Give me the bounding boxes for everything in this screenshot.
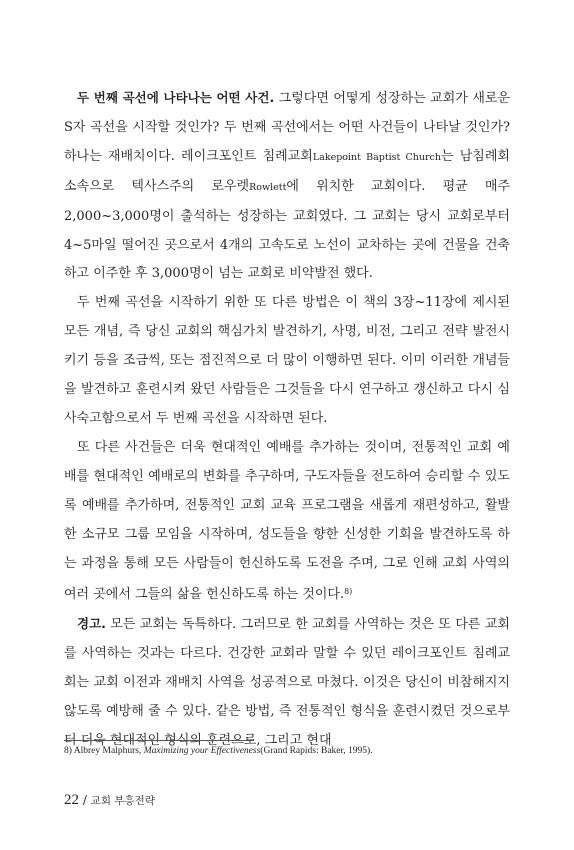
footnote: 8) Albrey Malphurs, Maximizing your Effectiveness(Grand Rapids: Baker, 1995). xyxy=(64,746,373,756)
page-number: 22 xyxy=(64,792,79,808)
footnote-divider xyxy=(64,740,254,741)
paragraph-second-curve-events: 두 번째 곡선에 나타나는 어떤 사건. 그렇다면 어떻게 성장하는 교회가 새로운 S자 곡선을 시작할 것인가? 두 번째 곡선에서는 어떤 사건들이 나타날 것인가? 하나는 재배치이다. 레이크포인트 침례교회Lakepoint Baptist Church는 남침례회 소속으로 텍사스주의 로우렛Rowlett에 위치한 교회이다. 평균 매주 2,000~3,000명이 출석하는 성장하는 교회였다. 그 교회는 당시 교회로부터 4~5마일 떨어진 곳으로서 4개의 고속도로 노선이 교차하는 곳에 건물을 건축하고 이주한 후 3,000명이 넘는 교회로 비약발전 했다. xyxy=(64,90,511,282)
paragraph-other-events: 또 다른 사건들은 더욱 현대적인 예배를 추가하는 것이며, 전통적인 교회 예배를 현대적인 예배로의 변화를 추구하며, 구도자들을 전도하여 승리할 수 있도록 예배를 추가하며, 전통적인 교회 교육 프로그램을 새롭게 재편성하고, 활발한 소규모 그룹 모임을 시작하며, 성도들을 향한 신성한 기회을 발견하도록 하는 과정을 통해 모든 사람들이 헌신하도록 도전을 주며, 그로 인해 교회 사역의 여러 곳에서 그들의 삶을 헌신하도록 하는 것이다.$^{8)}$ xyxy=(64,439,510,603)
paragraph-heading: 경고. xyxy=(77,616,106,632)
page-footer xyxy=(64,792,155,809)
paragraph-heading: 두 번째 곡선에 나타나는 어떤 사건. xyxy=(77,90,275,105)
footer-separator: / xyxy=(79,793,91,807)
running-title: 교회 부흥전략 xyxy=(90,795,155,807)
body-text xyxy=(64,84,510,756)
english-gloss: Lakepoint Baptist Church xyxy=(312,151,441,163)
english-gloss: Rowlett xyxy=(249,181,287,193)
paragraph-second-method: 두 번째 곡선을 시작하기 위한 또 다른 방법은 이 책의 3장~11장에 제시된 모든 개념, 즉 당신 교회의 핵심가치 발견하기, 사명, 비전, 그리고 전략 발전시키기 등을 조금씩, 또는 점진적으로 더 많이 이행하면 된다. 이미 이러한 개념들을 발견하고 훈련시켜 왔던 사람들은 그것들을 다시 연구하고 갱신하고 다시 심사숙고함으로서 두 번째 곡선을 시작하면 된다. xyxy=(64,295,510,426)
footnote-book-title: Maximizing your Effectiveness xyxy=(143,746,261,756)
paragraph-warning: 경고. 모든 교회는 독특하다. 그러므로 한 교회를 사역하는 것은 또 다른 교회를 사역하는 것과는 다르다. 건강한 교회라 말할 수 있던 레이크포인트 침례교회는 교회 이전과 재배치 사역을 성공적으로 마쳤다. 이것은 당신이 비참해지지 않도록 예방해 줄 수 있다. 같은 방법, 즉 전통적인 형식을 훈련시켰던 것으로부터 더욱 현대적인 형식의 훈련으로, 그리고 현대 xyxy=(64,616,510,748)
footnote-reference[interactable]: 8) xyxy=(344,587,353,597)
